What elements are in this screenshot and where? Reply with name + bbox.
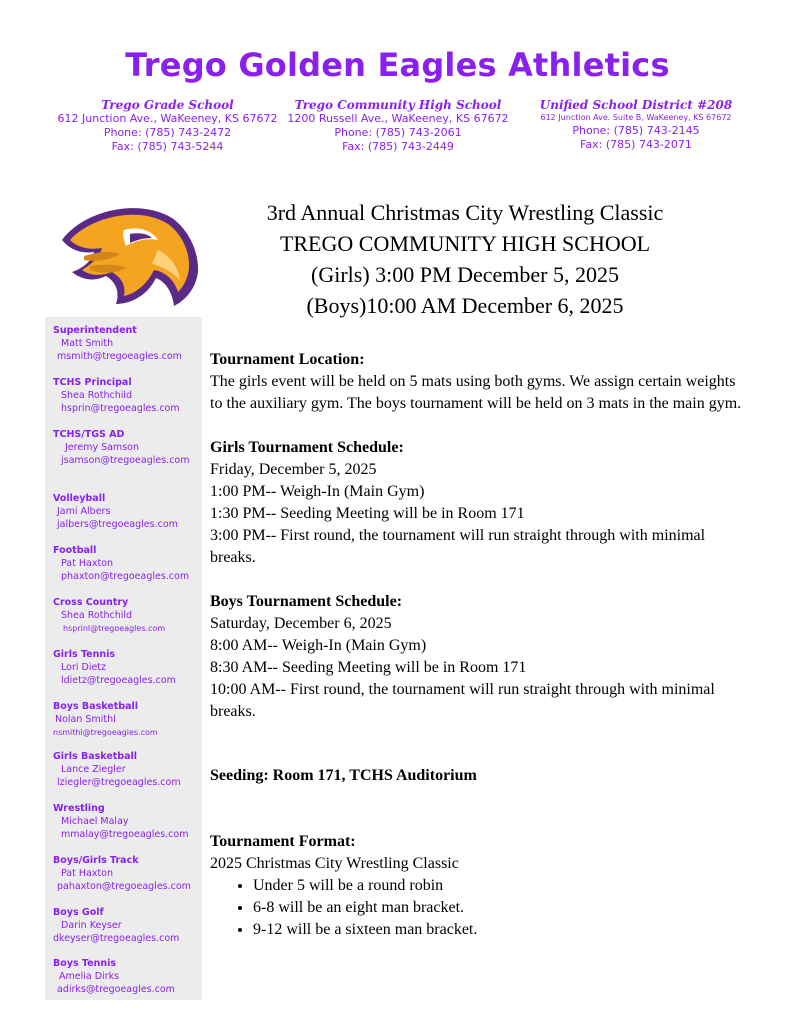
staff-role: Boys Golf bbox=[53, 907, 104, 918]
location-heading: Tournament Location: bbox=[210, 351, 365, 368]
school-address: 612 Junction Ave. Suite B, WaKeeney, KS 67672 bbox=[540, 113, 732, 122]
school-address: 612 Junction Ave., WaKeeney, KS 67672 bbox=[57, 112, 278, 125]
staff-name: Matt Smith bbox=[61, 338, 114, 349]
staff-name: Jami Albers bbox=[57, 506, 111, 517]
format-list bbox=[210, 875, 750, 941]
golden-eagle-head-logo bbox=[54, 200, 204, 310]
staff-email: adirks@tregoeagles.com bbox=[57, 984, 175, 995]
school-fax: Fax: (785) 743-2071 bbox=[580, 138, 692, 151]
staff-entry bbox=[53, 648, 176, 687]
staff-email: jalbers@tregoeagles.com bbox=[57, 519, 178, 530]
event-title: 3rd Annual Christmas City Wrestling Classic bbox=[266, 200, 664, 225]
staff-entry bbox=[53, 906, 179, 945]
staff-name: Pat Haxton bbox=[61, 868, 114, 879]
girls-schedule-line: Friday, December 5, 2025 bbox=[210, 461, 377, 478]
event-heading bbox=[200, 197, 730, 321]
page-title: Trego Golden Eagles Athletics bbox=[125, 46, 670, 84]
location-text: The girls event will be held on 5 mats using both gyms. We assign certain weights to the auxiliary gym. The boys tournament will be held on 3 mats in the main gym. bbox=[210, 373, 742, 412]
staff-name: Shea Rothchild bbox=[61, 610, 133, 621]
school-address: 1200 Russell Ave., WaKeeney, KS 67672 bbox=[287, 112, 509, 125]
staff-role: Volleyball bbox=[53, 493, 106, 504]
staff-entry bbox=[53, 376, 180, 415]
staff-role: Boys/Girls Track bbox=[53, 855, 139, 866]
school-name: Unified School District #208 bbox=[539, 98, 733, 112]
staff-role: Girls Tennis bbox=[53, 649, 116, 660]
school-name: Trego Community High School bbox=[294, 98, 502, 112]
staff-role: Wrestling bbox=[53, 803, 105, 814]
staff-email: mmalay@tregoeagles.com bbox=[61, 829, 189, 840]
staff-role: Girls Basketball bbox=[53, 751, 138, 762]
school-phone: Phone: (785) 743-2061 bbox=[334, 126, 462, 139]
staff-sidebar bbox=[45, 317, 202, 1000]
boys-schedule-line: 8:00 AM-- Weigh-In (Main Gym) bbox=[210, 637, 427, 654]
staff-name: Lance Ziegler bbox=[61, 764, 126, 775]
staff-entry bbox=[53, 492, 178, 531]
staff-email: nsmithl@tregoeagles.com bbox=[53, 728, 158, 737]
tournament-details bbox=[210, 349, 750, 941]
format-list-item: • 6-8 will be an eight man bracket. bbox=[253, 897, 750, 919]
boys-schedule-line: 8:30 AM-- Seeding Meeting will be in Room 171 bbox=[210, 659, 527, 676]
school-block-high bbox=[280, 98, 516, 154]
girls-schedule-heading: Girls Tournament Schedule: bbox=[210, 439, 404, 456]
staff-entry bbox=[53, 428, 190, 467]
girls-schedule-line: 1:00 PM-- Weigh-In (Main Gym) bbox=[210, 483, 425, 500]
school-phone: Phone: (785) 743-2472 bbox=[103, 126, 232, 139]
school-name: Trego Grade School bbox=[101, 98, 234, 112]
staff-name: Michael Malay bbox=[61, 816, 129, 827]
event-boys-time: (Boys)10:00 AM December 6, 2025 bbox=[306, 293, 624, 318]
staff-email: lziegler@tregoeagles.com bbox=[57, 777, 181, 788]
event-girls-time: (Girls) 3:00 PM December 5, 2025 bbox=[311, 262, 619, 287]
staff-role: TCHS/TGS AD bbox=[53, 429, 125, 440]
staff-entry bbox=[53, 750, 181, 789]
staff-name: Darin Keyser bbox=[61, 920, 122, 931]
format-subtitle: 2025 Christmas City Wrestling Classic bbox=[210, 855, 459, 872]
staff-name: Nolan Smithl bbox=[55, 714, 116, 725]
school-fax: Fax: (785) 743-5244 bbox=[111, 140, 224, 153]
school-block-grade bbox=[40, 98, 295, 154]
staff-email: msmith@tregoeagles.com bbox=[57, 351, 182, 362]
staff-email: hsprinl@tregoeagles.com bbox=[63, 624, 166, 633]
staff-email: pahaxton@tregoeagles.com bbox=[57, 881, 191, 892]
staff-role: Superintendent bbox=[53, 325, 137, 336]
staff-email: ldietz@tregoeagles.com bbox=[61, 675, 176, 686]
format-list-item: • Under 5 will be a round robin bbox=[253, 875, 750, 897]
staff-entry bbox=[53, 957, 175, 996]
staff-name: Lori Dietz bbox=[61, 662, 107, 673]
staff-role: Boys Basketball bbox=[53, 701, 138, 712]
school-fax: Fax: (785) 743-2449 bbox=[342, 140, 454, 153]
boys-schedule-line: Saturday, December 6, 2025 bbox=[210, 615, 392, 632]
format-heading: Tournament Format: bbox=[210, 833, 356, 850]
staff-email: hsprin@tregoeagles.com bbox=[61, 403, 180, 414]
staff-role: TCHS Principal bbox=[53, 377, 132, 388]
boys-schedule-heading: Boys Tournament Schedule: bbox=[210, 593, 403, 610]
event-host: TREGO COMMUNITY HIGH SCHOOL bbox=[279, 231, 651, 256]
staff-role: Football bbox=[53, 545, 97, 556]
staff-name: Shea Rothchild bbox=[61, 390, 133, 401]
staff-name: Amelia Dirks bbox=[59, 971, 120, 982]
girls-schedule-line: 3:00 PM-- First round, the tournament will run straight through with minimal breaks. bbox=[210, 527, 706, 566]
format-list-item: • 9-12 will be a sixteen man bracket. bbox=[253, 919, 750, 941]
staff-entry bbox=[53, 596, 165, 635]
staff-role: Cross Country bbox=[53, 597, 129, 608]
staff-entry bbox=[53, 700, 158, 739]
school-block-district bbox=[525, 98, 747, 152]
girls-schedule-line: 1:30 PM-- Seeding Meeting will be in Room 171 bbox=[210, 505, 525, 522]
seeding-info: Seeding: Room 171, TCHS Auditorium bbox=[210, 767, 477, 784]
staff-name: Jeremy Samson bbox=[65, 442, 139, 453]
staff-role: Boys Tennis bbox=[53, 958, 117, 969]
staff-email: jsamson@tregoeagles.com bbox=[61, 455, 190, 466]
staff-name: Pat Haxton bbox=[61, 558, 114, 569]
staff-entry bbox=[53, 324, 182, 363]
school-phone: Phone: (785) 743-2145 bbox=[572, 124, 700, 137]
staff-entry bbox=[53, 544, 189, 583]
boys-schedule-line: 10:00 AM-- First round, the tournament will run straight through with minimal breaks. bbox=[210, 681, 715, 720]
staff-email: phaxton@tregoeagles.com bbox=[61, 571, 190, 582]
staff-entry bbox=[53, 854, 191, 893]
staff-email: dkeyser@tregoeagles.com bbox=[53, 933, 180, 944]
staff-entry bbox=[53, 802, 188, 841]
